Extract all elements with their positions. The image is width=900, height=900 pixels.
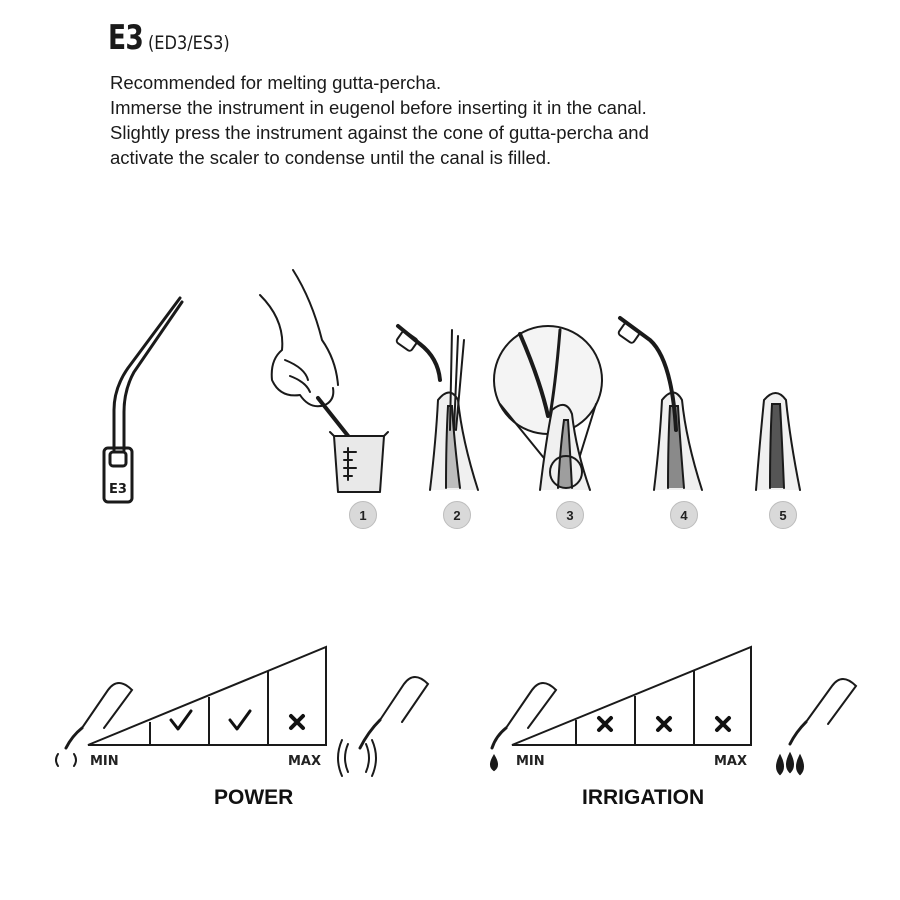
- irrigation-caption: IRRIGATION: [582, 786, 705, 809]
- scaler-tip-illustration: [104, 298, 182, 502]
- power-handpiece-max: [338, 677, 428, 776]
- tip-aliases: (ED3/ES3): [148, 32, 230, 54]
- step-4-illustration: [618, 318, 702, 490]
- irrigation-min-label: MIN: [516, 754, 545, 769]
- step-2-illustration: [396, 326, 478, 490]
- power-scale: [88, 647, 326, 745]
- step-number-4: 4: [670, 501, 698, 529]
- power-caption: POWER: [214, 786, 294, 809]
- irrigation-max-label: MAX: [714, 754, 748, 769]
- step-number-2: 2: [443, 501, 471, 529]
- instruction-line: activate the scaler to condense until the canal is filled.: [110, 147, 552, 168]
- step-3-illustration: [494, 326, 602, 490]
- tip-model: E3: [108, 18, 144, 58]
- step-number-3: 3: [556, 501, 584, 529]
- tip-engraving: E3: [109, 482, 127, 497]
- instruction-line: Slightly press the instrument against the cone of gutta-percha and: [110, 122, 649, 143]
- irrigation-handpiece-max: [777, 679, 856, 774]
- instruction-line: Recommended for melting gutta-percha.: [110, 72, 442, 93]
- step-1-illustration: [260, 270, 388, 492]
- step-number-1: 1: [349, 501, 377, 529]
- step-5-illustration: [756, 393, 800, 490]
- instruction-line: Immerse the instrument in eugenol before inserting it in the canal.: [110, 97, 647, 118]
- power-min-label: MIN: [90, 754, 119, 769]
- power-max-label: MAX: [288, 754, 322, 769]
- step-number-5: 5: [769, 501, 797, 529]
